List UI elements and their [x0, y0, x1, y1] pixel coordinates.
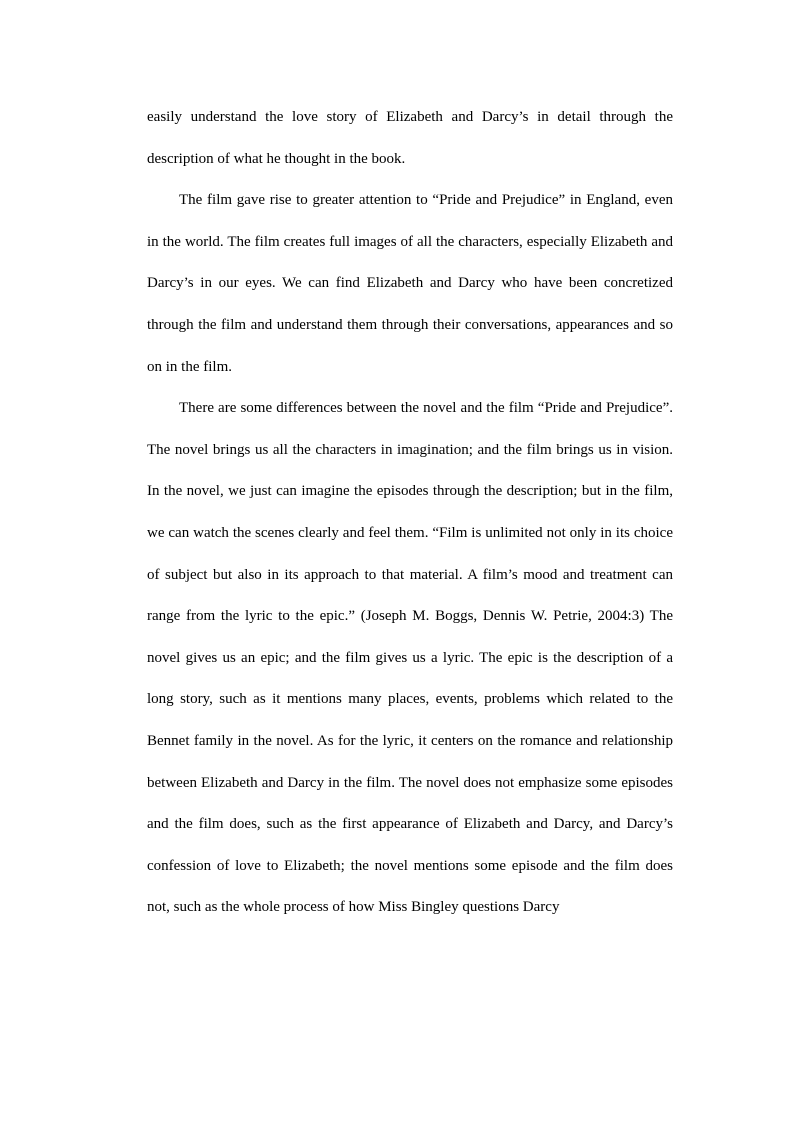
paragraph-film-attention: The film gave rise to greater attention to “Pride and Prejudice” in England, even in the world. The film creates full images of all the characters, especially Elizabeth and Darcy’s in our eyes. We can find Elizabeth and Darcy who have been concretized through the film and understand them through their conversations, appearances and so on in the film.: [147, 192, 673, 375]
body-text: [147, 97, 673, 929]
paragraph-continuation: easily understand the love story of Elizabeth and Darcy’s in detail through the description of what he thought in the book.: [147, 109, 673, 167]
paragraph-differences: There are some differences between the novel and the film “Pride and Prejudice”. The novel brings us all the characters in imagination; and the film brings us in vision. In the novel, we just can imagine the episodes through the description; but in the film, we can watch the scenes clearly and feel them. “Film is unlimited not only in its choice of subject but also in its approach to that material. A film’s mood and treatment can range from the lyric to the epic.” (Joseph M. Boggs, Dennis W. Petrie, 2004:3) The novel gives us an epic; and the film gives us a lyric. The epic is the description of a long story, such as it mentions many places, events, problems which related to the Bennet family in the novel. As for the lyric, it centers on the romance and relationship between Elizabeth and Darcy in the film. The novel does not emphasize some episodes and the film does, such as the first appearance of Elizabeth and Darcy, and Darcy’s confession of love to Elizabeth; the novel mentions some episode and the film does not, such as the whole process of how Miss Bingley questions Darcy: [147, 400, 673, 916]
